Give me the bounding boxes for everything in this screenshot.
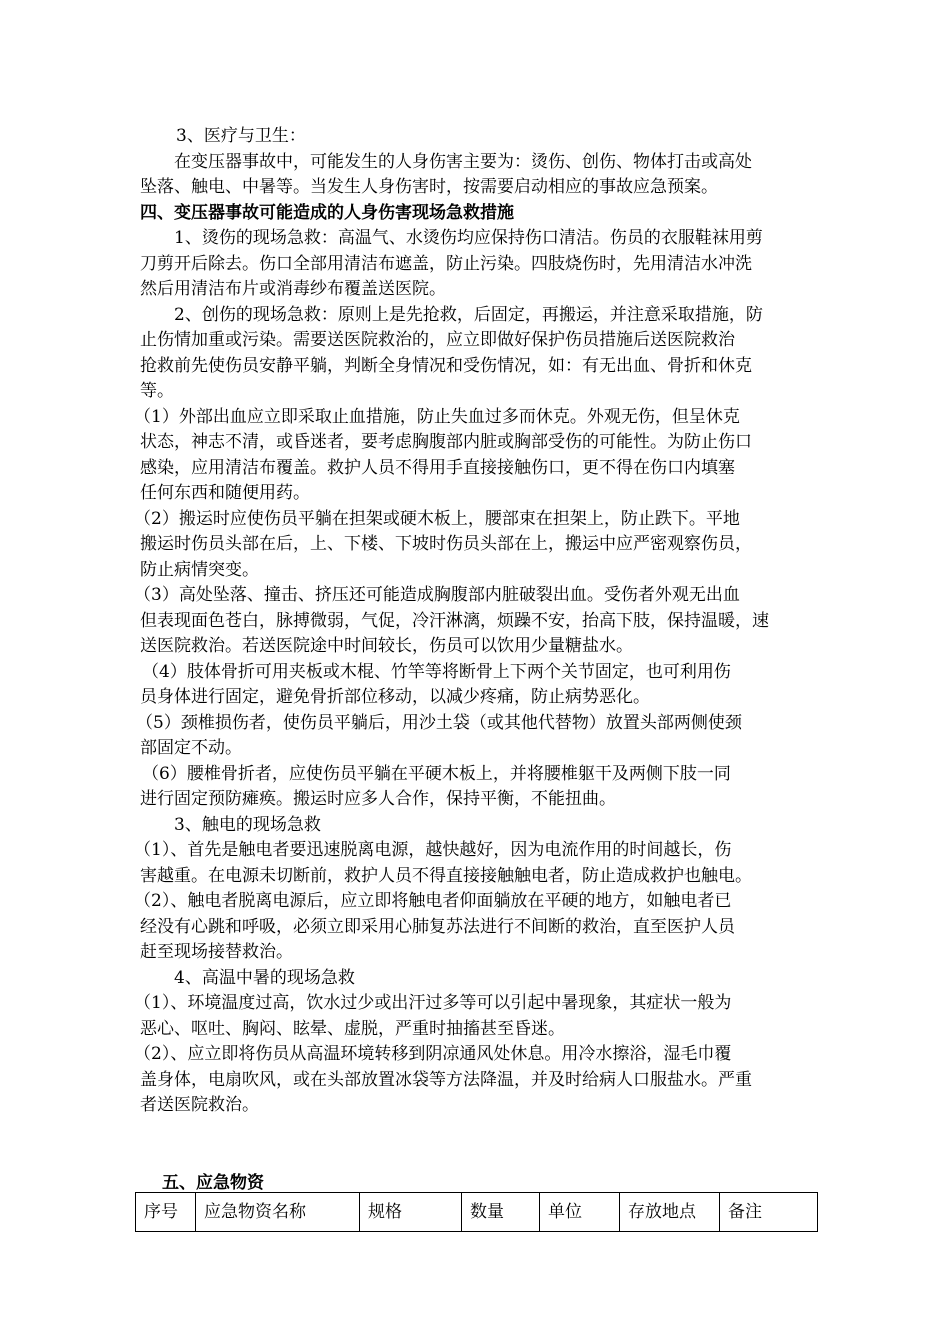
table-header-cell: 存放地点 <box>620 1193 720 1232</box>
table-header-cell: 应急物资名称 <box>196 1193 360 1232</box>
text-line: （3）高处坠落、撞击、挤压还可能造成胸腹部内脏破裂出血。受伤者外观无出血 <box>134 585 740 605</box>
text-line: 抢救前先使伤员安静平躺，判断全身情况和受伤情况，如：有无出血、骨折和休克 <box>140 355 752 376</box>
text-line: 然后用清洁布片或消毒纱布覆盖送医院。 <box>140 279 446 299</box>
text-line: （1）外部出血应立即采取止血措施，防止失血过多而休克。外观无伤，但呈休克 <box>134 406 740 427</box>
text-line: 3、医疗与卫生： <box>176 126 306 146</box>
text-line: 止伤情加重或污染。需要送医院救治的，应立即做好保护伤员措施后送医院救治 <box>140 330 735 350</box>
text-line: 盖身体，电扇吹风，或在头部放置冰袋等方法降温，并及时给病人口服盐水。严重 <box>140 1069 752 1090</box>
text-line: （1）、环境温度过高，饮水过少或出汗过多等可以引起中暑现象，其症状一般为 <box>134 993 732 1013</box>
text-line: （2）、触电者脱离电源后，应立即将触电者仰面躺放在平硬的地方，如触电者已 <box>134 891 732 911</box>
text-line: 者送医院救治。 <box>140 1095 259 1115</box>
text-line: （1）、首先是触电者要迅速脱离电源，越快越好，因为电流作用的时间越长，伤 <box>134 840 732 860</box>
table-header-cell: 规格 <box>360 1193 462 1232</box>
text-line: 在变压器事故中，可能发生的人身伤害主要为：烫伤、创伤、物体打击或高处 <box>174 151 752 172</box>
text-line: （5）颈椎损伤者，使伤员平躺后，用沙土袋（或其他代替物）放置头部两侧使颈 <box>136 712 742 733</box>
text-line: 2、创伤的现场急救：原则上是先抢救，后固定，再搬运，并注意采取措施，防 <box>174 304 763 325</box>
text-line: （6）腰椎骨折者，应使伤员平躺在平硬木板上，并将腰椎躯干及两侧下肢一同 <box>142 763 731 784</box>
text-line: 恶心、呕吐、胸闷、眩晕、虚脱，严重时抽搐甚至昏迷。 <box>140 1018 565 1039</box>
text-line: 等。 <box>140 381 174 401</box>
text-line: 任何东西和随便用药。 <box>140 483 310 503</box>
text-line: 状态，神志不清，或昏迷者，要考虑胸腹部内脏或胸部受伤的可能性。为防止伤口 <box>140 432 752 452</box>
body-text <box>134 124 820 1119</box>
text-line: 进行固定预防瘫痪。搬运时应多人合作，保持平衡，不能扭曲。 <box>140 789 616 809</box>
text-line: （2）、应立即将伤员从高温环境转移到阴凉通风处休息。用冷水擦浴，湿毛巾覆 <box>134 1044 732 1064</box>
text-line: 害越重。在电源未切断前，救护人员不得直接接触触电者，防止造成救护也触电。 <box>140 865 752 886</box>
text-line: 赶至现场接替救治。 <box>140 942 293 962</box>
text-line: 刀剪开后除去。伤口全部用清洁布遮盖，防止污染。四肢烧伤时，先用清洁水冲洗 <box>140 253 752 274</box>
text-line: （2）搬运时应使伤员平躺在担架或硬木板上，腰部束在担架上，防止跌下。平地 <box>134 508 740 529</box>
text-line: 但表现面色苍白，脉搏微弱，气促，冷汗淋漓，烦躁不安，抬高下肢，保持温暖，速 <box>140 610 769 631</box>
materials-table <box>135 1192 818 1232</box>
table-header-row <box>136 1193 818 1232</box>
text-line: 感染，应用清洁布覆盖。救护人员不得用手直接接触伤口，更不得在伤口内填塞 <box>140 457 735 478</box>
table-header-cell: 数量 <box>462 1193 540 1232</box>
section-heading-materials: 五、应急物资 <box>162 1173 264 1193</box>
text-line: 送医院救治。若送医院途中时间较长，伤员可以饮用少量糖盐水。 <box>140 636 633 656</box>
text-line: 经没有心跳和呼吸，必须立即采用心肺复苏法进行不间断的救治，直至医护人员 <box>140 916 735 937</box>
text-line: 3、触电的现场急救 <box>174 814 321 835</box>
text-line: 坠落、触电、中暑等。当发生人身伤害时，按需要启动相应的事故应急预案。 <box>140 177 718 197</box>
text-line: 员身体进行固定，避免骨折部位移动，以减少疼痛，防止病势恶化。 <box>140 687 650 707</box>
table-header-cell: 备注 <box>720 1193 818 1232</box>
text-line: 1、烫伤的现场急救：高温气、水烫伤均应保持伤口清洁。伤员的衣服鞋袜用剪 <box>174 228 763 248</box>
text-line: 4、高温中暑的现场急救 <box>174 967 355 988</box>
section-heading: 四、变压器事故可能造成的人身伤害现场急救措施 <box>140 202 514 223</box>
text-line: （4）肢体骨折可用夹板或木棍、竹竿等将断骨上下两个关节固定，也可利用伤 <box>142 661 731 682</box>
text-line: 搬运时伤员头部在后，上、下楼、下坡时伤员头部在上，搬运中应严密观察伤员， <box>140 534 752 554</box>
table-header-cell: 单位 <box>540 1193 620 1232</box>
text-line: 防止病情突变。 <box>140 559 259 580</box>
table-header-cell: 序号 <box>136 1193 196 1232</box>
text-line: 部固定不动。 <box>140 738 242 758</box>
